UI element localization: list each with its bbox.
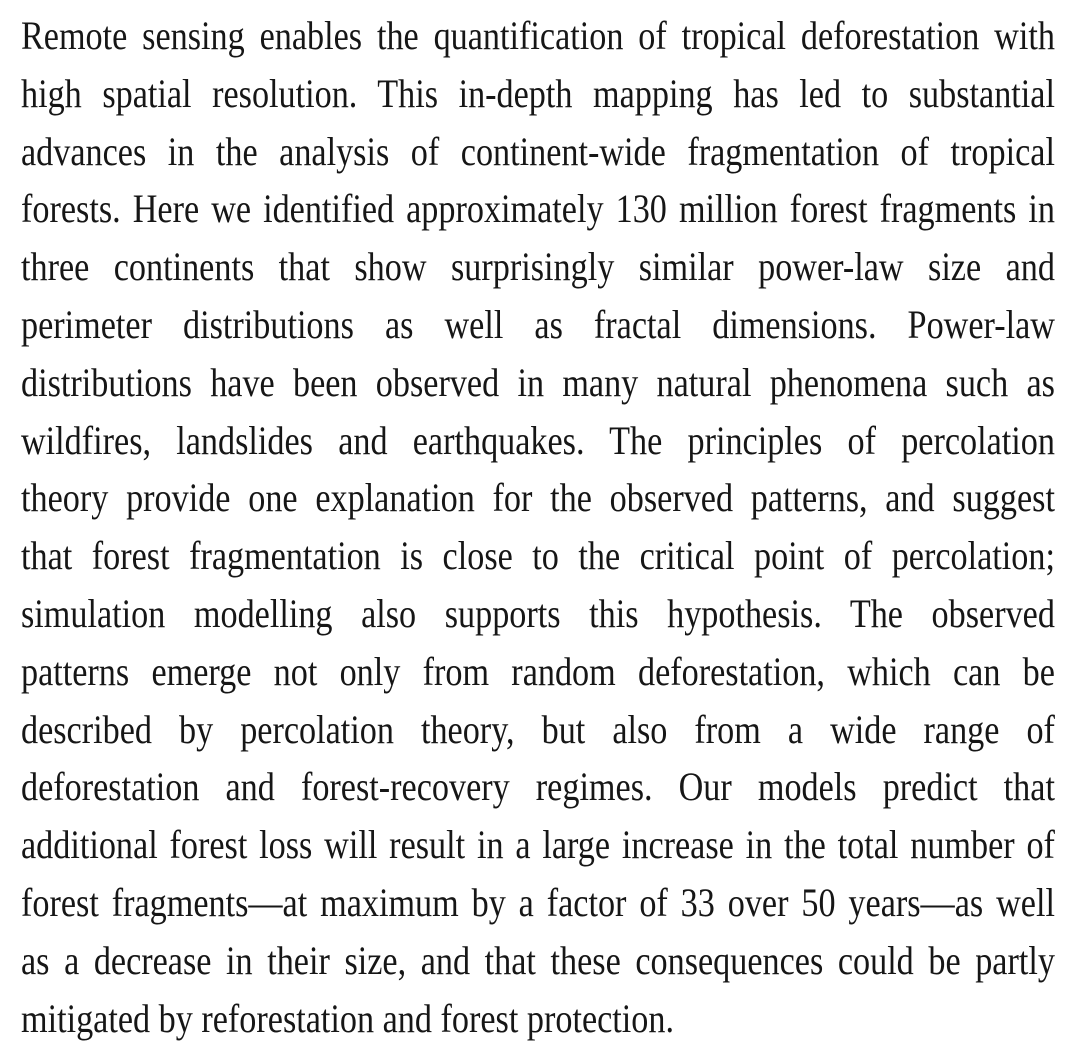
text-line: deforestation and forest-recovery regimes. Our models predict that (21, 764, 1055, 810)
text-line: as a decrease in their size, and that these consequences could be partly (21, 937, 1055, 983)
text-line: wildfires, landslides and earthquakes. The principles of percolation (21, 417, 1055, 463)
text-line: patterns emerge not only from random deforestation, which can be (21, 648, 1055, 694)
abstract-paragraph (21, 7, 1055, 1047)
text-line: that forest fragmentation is close to the critical point of percolation; (21, 533, 1055, 579)
text-line: forest fragments—at maximum by a factor of 33 over 50 years—as well (21, 879, 1055, 925)
text-line: simulation modelling also supports this hypothesis. The observed (21, 590, 1055, 636)
text-line: additional forest loss will result in a large increase in the total number of (21, 822, 1055, 868)
text-line: high spatial resolution. This in-depth mapping has led to substantial (21, 70, 1055, 116)
text-line: perimeter distributions as well as fractal dimensions. Power-law (21, 301, 1055, 347)
text-line: forests. Here we identified approximately 130 million forest fragments in (21, 186, 1055, 232)
text-line: three continents that show surprisingly similar power-law size and (21, 244, 1055, 290)
text-line: theory provide one explanation for the observed patterns, and suggest (21, 475, 1055, 521)
text-line: mitigated by reforestation and forest protection. (21, 995, 675, 1041)
text-line: described by percolation theory, but also from a wide range of (21, 706, 1055, 752)
text-line: distributions have been observed in many natural phenomena such as (21, 359, 1055, 405)
text-line: advances in the analysis of continent-wide fragmentation of tropical (21, 128, 1055, 174)
text-line: Remote sensing enables the quantification of tropical deforestation with (21, 13, 1055, 58)
